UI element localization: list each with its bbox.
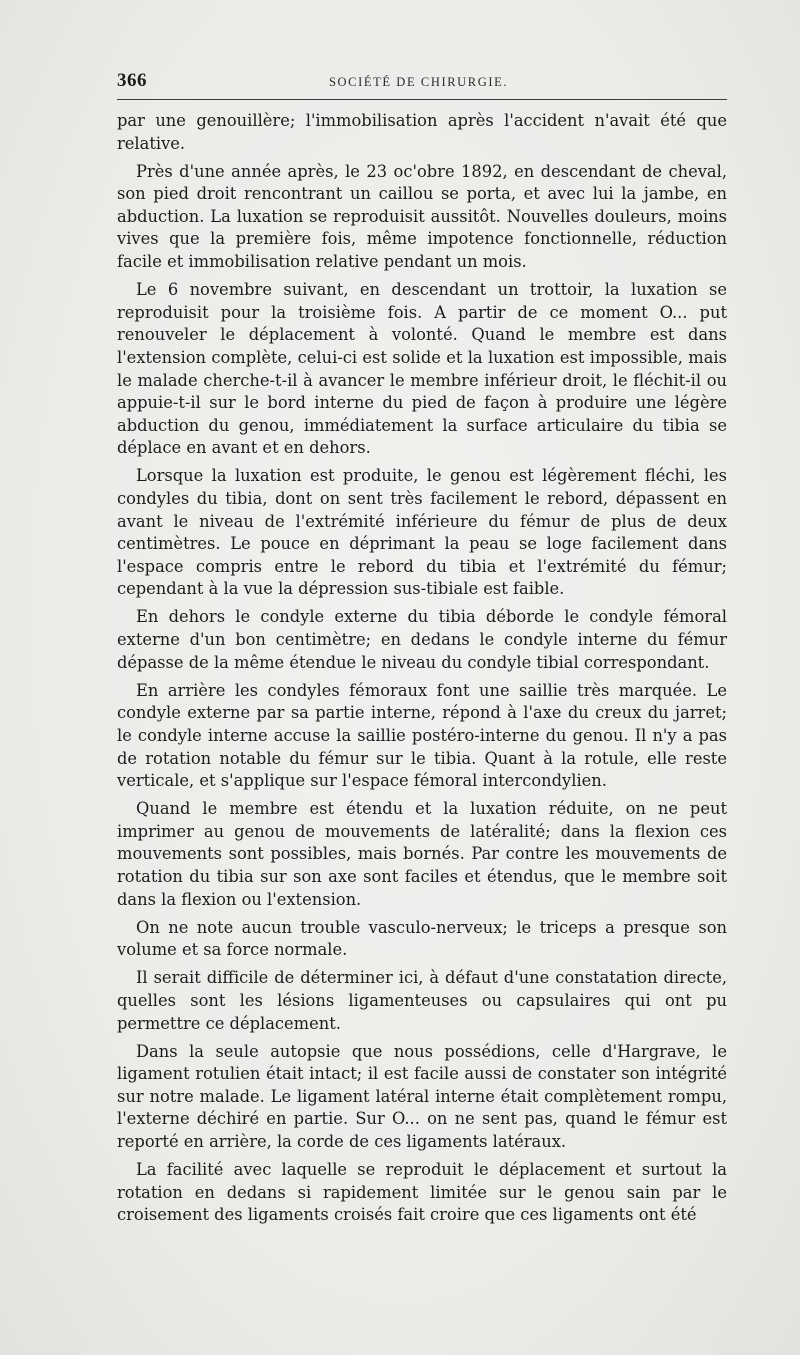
paragraph: En dehors le condyle externe du tibia déborde le condyle fémoral externe d'un bon centimètre; en dedans le condyle interne du fémur dépasse de la même étendue le niveau du condyle tibial correspondant. [117,607,727,672]
paragraph: La facilité avec laquelle se reproduit le déplacement et surtout la rotation en dedans si rapidement limitée sur le genou sain par le croisement des ligaments croisés fait croire que ces ligaments ont été [117,1160,727,1225]
paragraph: Près d'une année après, le 23 oc'obre 1892, en descendant de cheval, son pied droit rencontrant un caillou se porta, et avec lui la jambe, en abduction. La luxation se reproduisit aussitôt. Nouvelles douleurs, moins vives que la première fois, même impotence fonctionnelle, réduction facile et immobilisation relative pendant un mois. [117,161,727,272]
paragraph: Quand le membre est étendu et la luxation réduite, on ne peut imprimer au genou de mouvements de latéralité; dans la flexion ces mouvements sont possibles, mais bornés. Par contre les mouvements de rotation du tibia sur son axe sont faciles et étendus, que le membre soit dans la flexion ou l'extension. [117,799,727,909]
header-rule [117,99,727,100]
paragraph: Dans la seule autopsie que nous possédions, celle d'Hargrave, le ligament rotulien était intact; il est facile aussi de constater son intégrité sur notre malade. Le ligament latéral interne était complètement rompu, l'externe déchiré en partie. Sur O... on ne sent pas, quand le fémur est reporté en arrière, la corde de ces ligaments latéraux. [117,1041,727,1152]
page-number: 366 [117,70,147,91]
paragraph: En arrière les condyles fémoraux font une saillie très marquée. Le condyle externe par sa partie interne, répond à l'axe du creux du jarret; le condyle interne accuse la saillie postéro-interne du genou. Il n'y a pas de rotation notable du fémur sur le tibia. Quant à la rotule, elle reste verticale, et s'applique sur l'espace fémoral intercondylien. [117,680,727,791]
body-text [117,110,727,1227]
journal-title: SOCIÉTÉ DE CHIRURGIE. [329,75,509,89]
paragraph-continuation: par une genouillère; l'immobilisation après l'accident n'avait été que relative. [117,111,727,153]
paragraph: Le 6 novembre suivant, en descendant un trottoir, la luxation se reproduisit pour la troisième fois. A partir de ce moment O... put renouveler le déplacement à volonté. Quand le membre est dans l'extension complète, celui-ci est solide et la luxation est impossible, mais le malade cherche-t-il à avancer le membre inférieur droit, le fléchit-il ou appuie-t-il sur le bord interne du pied de façon à produire une légère abduction du genou, immédiatement la surface articulaire du tibia se déplace en avant et en dehors. [117,280,727,458]
paragraph: On ne note aucun trouble vasculo-nerveux; le triceps a presque son volume et sa force normale. [117,917,727,960]
running-head [117,70,725,94]
paragraph: Lorsque la luxation est produite, le genou est légèrement fléchi, les condyles du tibia, dont on sent très facilement le rebord, dépassent en avant le niveau de l'extrémité inférieure du fémur de plus de deux centimètres. Le pouce en déprimant la peau se loge facilement dans l'espace compris entre le rebord du tibia et l'extrémité du fémur; cependant à la vue la dépression sus-tibiale est faible. [117,466,727,599]
paragraph: Il serait difficile de déterminer ici, à défaut d'une constatation directe, quelles sont les lésions ligamenteuses ou capsulaires qui ont pu permettre ce déplacement. [117,968,727,1033]
